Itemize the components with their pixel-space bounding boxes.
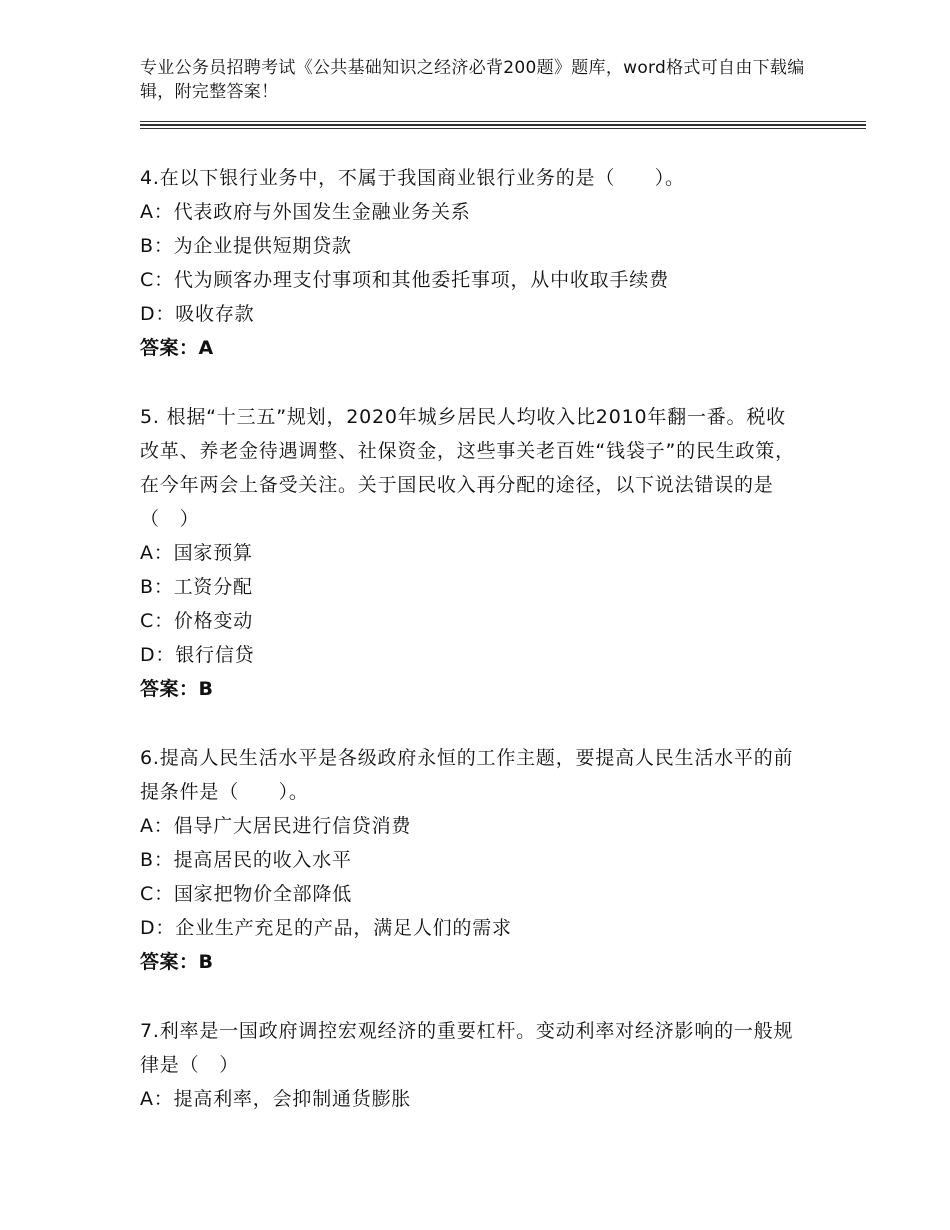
header-divider-top (140, 121, 866, 122)
option-b: B：为企业提供短期贷款 (140, 235, 352, 257)
option-d: D：银行信贷 (140, 644, 255, 666)
option-d: D：企业生产充足的产品，满足人们的需求 (140, 917, 512, 939)
option-d: D：吸收存款 (140, 303, 255, 325)
question-4 (140, 161, 800, 365)
option-c: C：代为顾客办理支付事项和其他委托事项，从中收取手续费 (140, 269, 669, 291)
document-header: 专业公务员招聘考试《公共基础知识之经济必背200题》题库，word格式可自由下载编辑，附完整答案！ (140, 58, 805, 102)
answer-label: 答案：B (140, 678, 214, 700)
option-a: A：提高利率，会抑制通货膨胀 (140, 1088, 412, 1110)
option-a: A：倡导广大居民进行信贷消费 (140, 815, 412, 837)
question-7 (140, 1014, 800, 1116)
question-6 (140, 741, 800, 979)
question-stem: 4.在以下银行业务中，不属于我国商业银行业务的是（ ）。 (140, 167, 685, 189)
option-a: A：国家预算 (140, 542, 253, 564)
question-stem: 7.利率是一国政府调控宏观经济的重要杠杆。变动利率对经济影响的一般规律是（ ） (140, 1020, 794, 1076)
question-stem: 5. 根据“十三五”规划，2020年城乡居民人均收入比2010年翻一番。税收改革、养老金待遇调整、社保资金，这些事关老百姓“钱袋子”的民生政策，在今年两会上备受关注。关于国民收入再分配的途径，以下说法错误的是（ ） (140, 406, 795, 530)
question-5 (140, 400, 800, 706)
option-a: A：代表政府与外国发生金融业务关系 (140, 201, 471, 223)
answer-label: 答案：B (140, 951, 214, 973)
option-c: C：价格变动 (140, 610, 254, 632)
answer-label: 答案：A (140, 337, 214, 359)
option-b: B：提高居民的收入水平 (140, 849, 352, 871)
option-c: C：国家把物价全部降低 (140, 883, 353, 905)
option-b: B：工资分配 (140, 576, 253, 598)
question-stem: 6.提高人民生活水平是各级政府永恒的工作主题，要提高人民生活水平的前提条件是（ ）。 (140, 747, 794, 803)
header-divider-middle (140, 124, 866, 126)
header-divider-bottom (140, 128, 866, 129)
